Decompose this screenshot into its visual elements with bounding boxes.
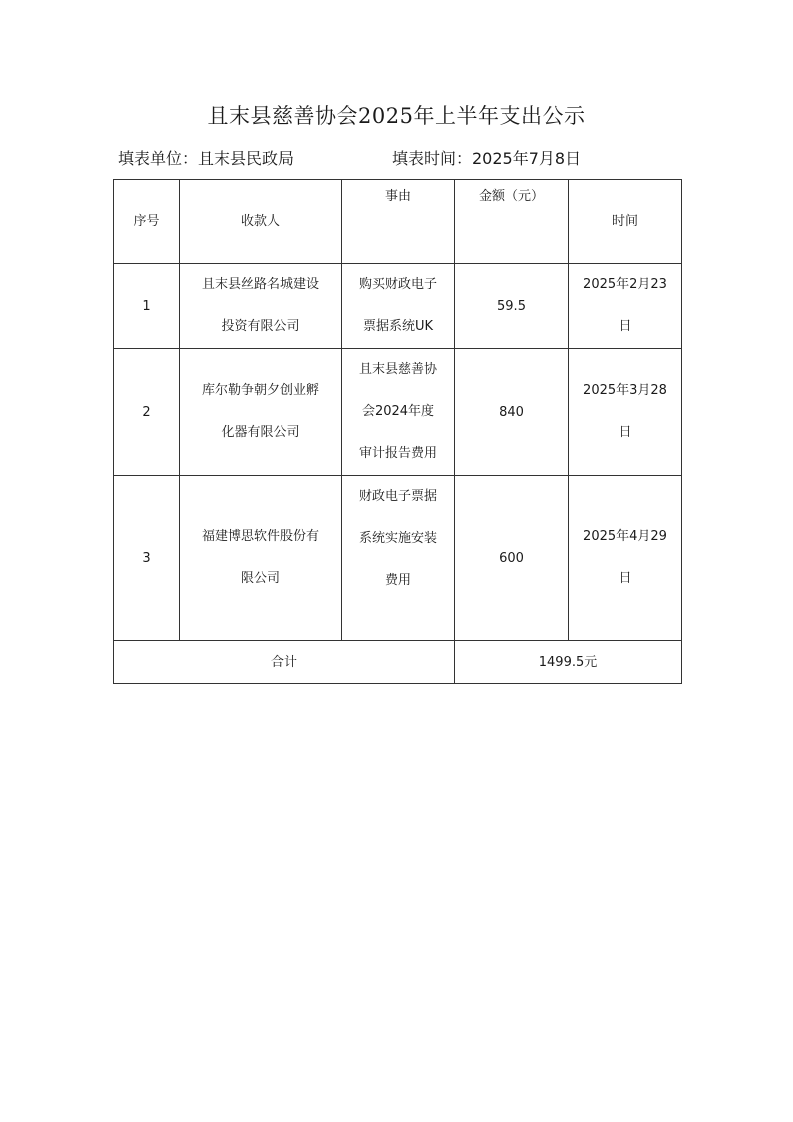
row-time (569, 349, 682, 476)
row-reason-line: 票据系统UK (362, 319, 434, 334)
table-row (114, 264, 682, 349)
row-seq: 3 (114, 476, 180, 641)
expenditure-table (113, 179, 682, 684)
row-reason (342, 264, 455, 349)
row-reason-line: 系统实施安装 (358, 531, 437, 546)
row-payee-line: 福建博思软件股份有 (201, 529, 319, 544)
row-reason-line: 财政电子票据 (358, 489, 437, 504)
row-payee-line: 限公司 (240, 571, 280, 586)
filing-unit: 填表单位：且末县民政局 (118, 149, 295, 168)
row-reason-line: 购买财政电子 (358, 277, 437, 292)
header-reason (342, 180, 455, 264)
header-payee: 收款人 (180, 180, 342, 264)
header-seq: 序号 (114, 180, 180, 264)
row-payee (180, 476, 342, 641)
table-row (114, 476, 682, 641)
row-reason (342, 476, 455, 641)
row-amount: 600 (455, 476, 569, 641)
row-payee-line: 库尔勒争朝夕创业孵 (201, 383, 319, 398)
table-row (114, 349, 682, 476)
row-payee-line: 化器有限公司 (221, 425, 300, 440)
row-amount: 840 (455, 349, 569, 476)
row-time-line: 日 (618, 571, 632, 586)
row-payee-line: 投资有限公司 (221, 319, 300, 334)
row-amount: 59.5 (455, 264, 569, 349)
row-payee (180, 349, 342, 476)
row-payee-line: 且末县丝路名城建设 (201, 277, 319, 292)
row-payee (180, 264, 342, 349)
header-amount (455, 180, 569, 264)
row-time-line: 2025年3月28 (583, 383, 667, 398)
table-header-row (114, 180, 682, 264)
row-reason (342, 349, 455, 476)
header-reason-text: 事由 (384, 189, 411, 204)
header-time: 时间 (569, 180, 682, 264)
row-time-line: 日 (618, 319, 632, 334)
row-time-line: 日 (618, 425, 632, 440)
row-seq: 2 (114, 349, 180, 476)
row-time (569, 476, 682, 641)
filing-date: 填表时间：2025年7月8日 (392, 149, 582, 168)
row-reason-line: 会2024年度 (361, 404, 435, 419)
row-reason-line: 费用 (384, 573, 411, 588)
total-value: 1499.5元 (455, 641, 682, 684)
page-title: 且末县慈善协会2025年上半年支出公示 (207, 104, 586, 128)
row-time-line: 2025年2月23 (583, 277, 667, 292)
row-reason-line: 审计报告费用 (358, 446, 437, 461)
header-amount-text: 金额（元） (478, 189, 544, 204)
row-time (569, 264, 682, 349)
total-row (114, 641, 682, 684)
row-time-line: 2025年4月29 (583, 529, 667, 544)
row-reason-line: 且末县慈善协 (358, 362, 437, 377)
total-label: 合计 (114, 641, 455, 684)
row-seq: 1 (114, 264, 180, 349)
